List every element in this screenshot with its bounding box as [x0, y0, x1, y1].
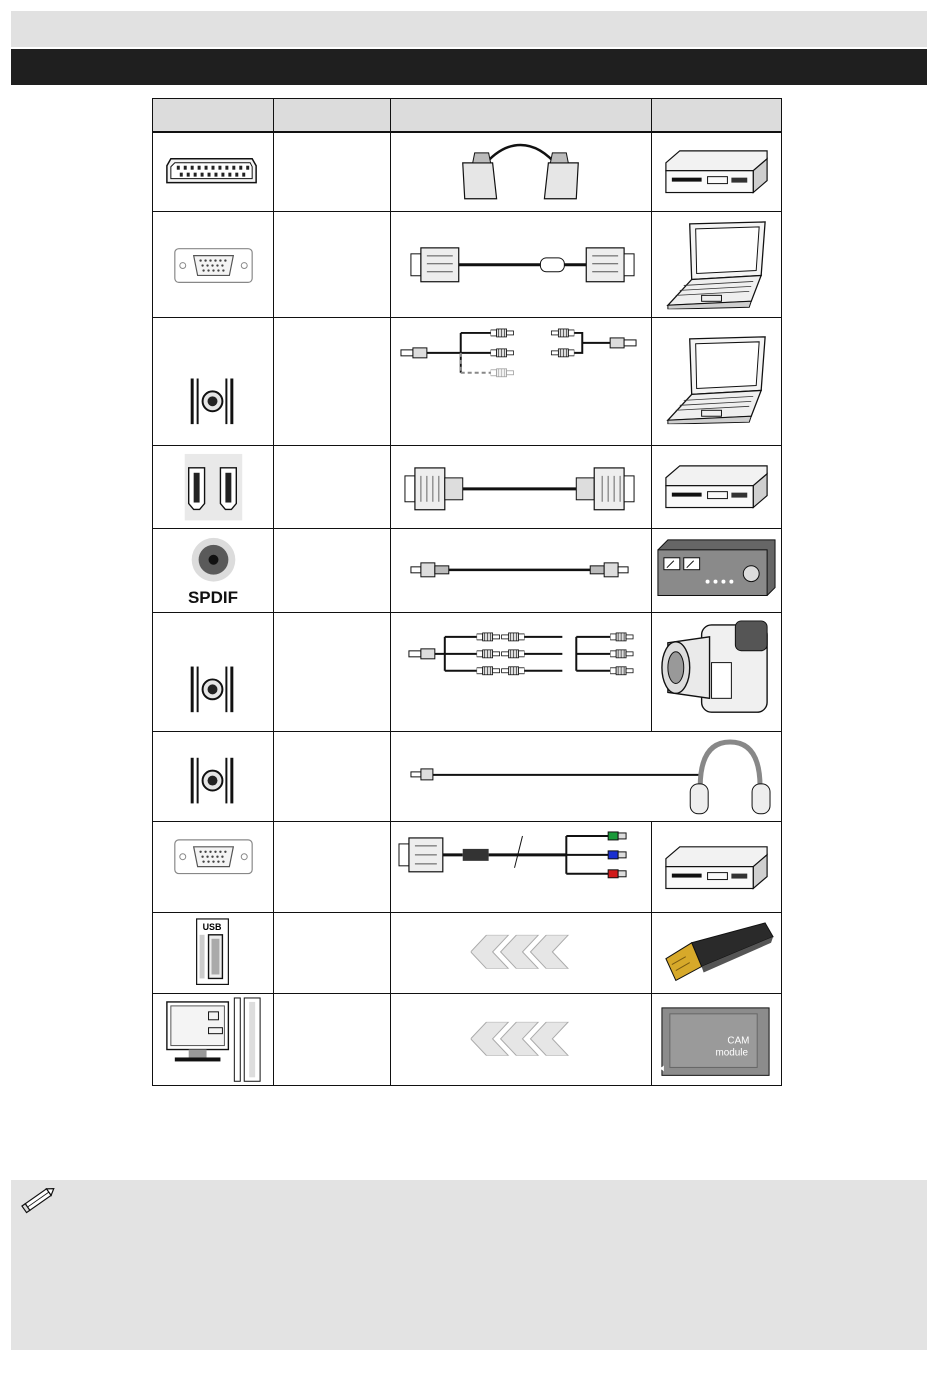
table-row	[153, 993, 782, 1086]
hdmi-cable-icon	[391, 445, 652, 529]
type-cell	[274, 822, 391, 913]
table-row	[153, 211, 782, 318]
header-connector	[153, 99, 274, 133]
pencil-note-icon	[19, 1184, 59, 1214]
table-row	[153, 613, 782, 732]
cam-module-icon	[652, 993, 782, 1086]
scart-socket-icon	[153, 132, 274, 211]
laptop-icon	[652, 211, 782, 318]
camcorder-icon	[652, 613, 782, 732]
dvd-recorder-icon	[652, 445, 782, 529]
hdmi-sockets-icon	[153, 445, 274, 529]
spdif-label: SPDIF	[187, 588, 239, 608]
table-row	[153, 318, 782, 446]
vga-cable-icon	[391, 211, 652, 318]
coax-cable-icon	[391, 529, 652, 613]
headphone-jack-icon	[153, 731, 274, 822]
audio-adapter-cable-icon	[391, 318, 652, 446]
side-av-jack-icon	[153, 318, 274, 446]
type-cell	[274, 613, 391, 732]
dvd-recorder-icon	[652, 822, 782, 913]
laptop-icon	[652, 318, 782, 446]
vga-socket-icon	[153, 211, 274, 318]
type-cell	[274, 132, 391, 211]
header-cable	[391, 99, 652, 133]
amplifier-icon	[652, 529, 782, 613]
av-adapter-cable-icon	[391, 613, 652, 732]
header-band	[11, 11, 927, 47]
type-cell	[274, 731, 391, 822]
ci-slot-icon	[153, 993, 274, 1086]
header-type	[274, 99, 391, 133]
insert-arrows-icon	[391, 913, 652, 994]
usb-stick-icon	[652, 913, 782, 994]
ypbpr-cable-icon	[391, 822, 652, 913]
vga-socket-icon	[153, 822, 274, 913]
cam-label-line2: module	[715, 1047, 749, 1059]
connection-table	[152, 98, 782, 1086]
type-cell	[274, 529, 391, 613]
table-header-row	[153, 99, 782, 133]
note-box	[11, 1180, 927, 1350]
table-row	[153, 913, 782, 994]
table-row	[153, 445, 782, 529]
usb-label: USB	[202, 922, 222, 933]
type-cell	[274, 913, 391, 994]
type-cell	[274, 445, 391, 529]
side-av-jack-icon	[153, 613, 274, 732]
spdif-socket-icon	[153, 529, 274, 613]
headphones-icon	[690, 742, 770, 814]
usb-port-icon	[153, 913, 274, 994]
table-row	[153, 822, 782, 913]
type-cell	[274, 993, 391, 1086]
section-title-bar	[11, 49, 927, 85]
table-row	[153, 132, 782, 211]
cam-label-line1: CAM	[727, 1035, 750, 1047]
type-cell	[274, 318, 391, 446]
headphone-cable-icon	[391, 731, 782, 822]
insert-arrows-icon	[391, 993, 652, 1086]
scart-cable-icon	[391, 132, 652, 211]
dvd-recorder-icon	[652, 132, 782, 211]
type-cell	[274, 211, 391, 318]
table-row	[153, 731, 782, 822]
header-device	[652, 99, 782, 133]
table-row	[153, 529, 782, 613]
